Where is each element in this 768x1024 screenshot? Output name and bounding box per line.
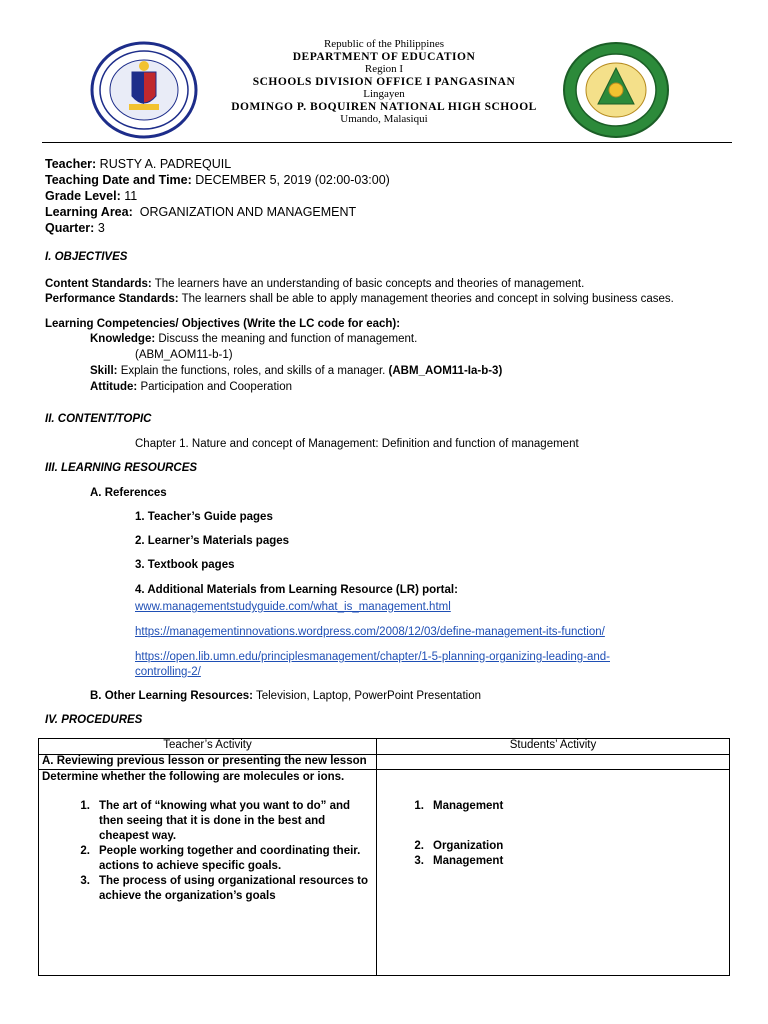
quarter-line: Quarter: 3 [45,221,105,235]
link-open-lib-umn[interactable]: https://open.lib.umn.edu/principlesmanagement/chapter/1-5-planning-organizing-leading-and- [135,651,610,663]
link-management-study-guide[interactable]: www.managementstudyguide.com/what_is_management.html [135,601,451,613]
procedures-heading: IV. PROCEDURES [45,714,143,726]
student-item-2: 2. Organization [414,840,504,852]
teacher-activity-header: Teacher’s Activity [39,739,377,755]
knowledge-code: (ABM_AOM11-b-1) [135,349,233,361]
republic-text: Republic of the Philippines [323,38,445,50]
knowledge-line: Knowledge: Discuss the meaning and function of management. [90,333,418,345]
ref-teachers-guide: 1. Teacher’s Guide pages [135,511,273,523]
ref-textbook: 3. Textbook pages [135,559,235,571]
school-address: Umando, Malasiqui [340,113,428,125]
competencies-heading: Learning Competencies/ Objectives (Write the LC code for each): [45,318,401,330]
procedures-table [38,738,730,976]
teacher-item-2: 2. People working together and coordinating their. actions to achieve specific goals. [80,845,361,872]
content-heading: II. CONTENT/TOPIC [45,413,152,425]
teacher-value: RUSTY A. PADREQUIL [99,157,232,171]
resources-heading: III. LEARNING RESOURCES [45,462,198,474]
date-line: Teaching Date and Time: DECEMBER 5, 2019 (02:00-03:00) [45,173,390,187]
date-value: DECEMBER 5, 2019 (02:00-03:00) [195,173,390,187]
teacher-activity-cell [39,770,377,976]
teacher-line: Teacher: RUSTY A. PADREQUIL [45,157,232,171]
division-text: SCHOOLS DIVISION OFFICE I PANGASINAN [252,75,516,88]
grade-line: Grade Level: 11 [45,189,138,203]
references-heading: A. References [90,487,167,499]
other-resources: B. Other Learning Resources: Television, Laptop, PowerPoint Presentation [90,690,481,702]
content-topic: Chapter 1. Nature and concept of Management: Definition and function of management [135,438,579,450]
instruction-text: Determine whether the following are molecules or ions. [42,771,345,783]
attitude-line: Attitude: Participation and Cooperation [90,381,292,393]
teacher-item-1: 1. The art of “knowing what you want to do” and then seeing that it is done in the best and cheapest way. [80,800,351,842]
performance-standards: Performance Standards: The learners shall be able to apply management theories and concept in solving business cases. [45,293,674,305]
region-text: Region I [364,63,404,75]
ref-learners-materials: 2. Learner’s Materials pages [135,535,290,547]
school-name: DOMINGO P. BOQUIREN NATIONAL HIGH SCHOOL [231,100,537,113]
section-a-row [39,755,730,770]
area-value: ORGANIZATION AND MANAGEMENT [139,205,357,219]
header-divider [42,142,732,143]
skill-line: Skill: Explain the functions, roles, and skills of a manager. (ABM_AOM11-Ia-b-3) [90,365,503,377]
department-text: DEPARTMENT OF EDUCATION [292,50,476,63]
student-item-3: 3. Management [414,855,504,867]
city-text: Lingayen [363,88,405,100]
section-a-label: A. Reviewing previous lesson or presenting the new lesson [39,755,377,770]
content-standards: Content Standards: The learners have an understanding of basic concepts and theories of management. [45,278,585,290]
students-activity-header: Students’ Activity [377,739,730,755]
activity-row [39,770,730,976]
link-management-innovations[interactable]: https://managementinnovations.wordpress.com/2008/12/03/define-management-its-function/ [135,626,605,638]
quarter-value: 3 [97,221,105,235]
link-open-lib-umn-cont[interactable]: controlling-2/ [135,666,201,678]
section-a-empty [377,755,730,770]
objectives-heading: I. OBJECTIVES [45,251,128,263]
table-header-row [39,739,730,755]
ref-additional: 4. Additional Materials from Learning Resource (LR) portal: [135,584,458,596]
students-activity-cell [377,770,730,976]
area-line: Learning Area: ORGANIZATION AND MANAGEMENT [45,205,357,219]
grade-value: 11 [124,189,138,203]
student-item-1: 1. Management [414,800,504,812]
teacher-item-3: 3. The process of using organizational resources to achieve the organization’s goals [80,875,369,902]
letterhead [0,38,768,126]
